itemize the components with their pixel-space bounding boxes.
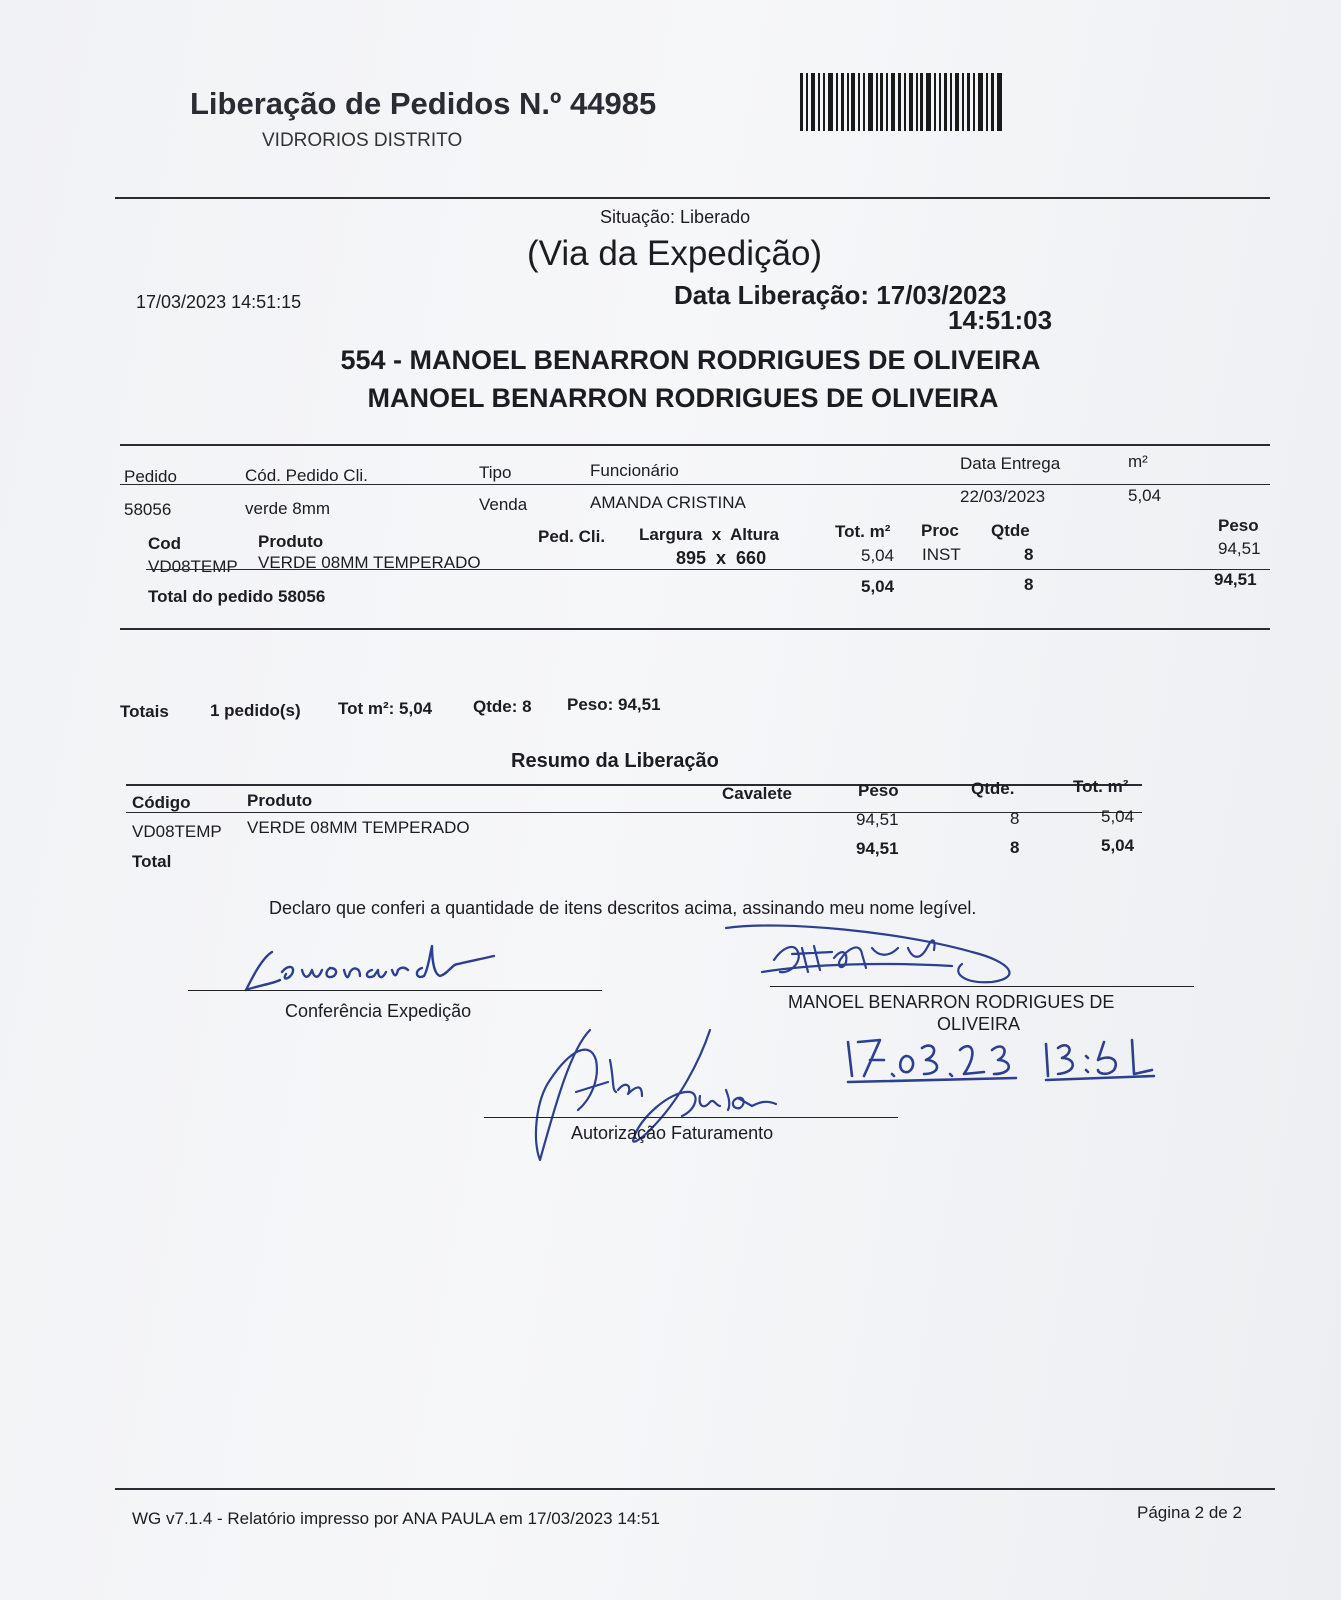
item-cell-produto: VERDE 08MM TEMPERADO xyxy=(258,553,481,572)
item-cell-qtde: 8 xyxy=(1024,545,1034,564)
item-cell-dimensions: 895 x 660 xyxy=(676,548,767,568)
order-total-peso: 94,51 xyxy=(1214,570,1257,589)
order-header-funcionario: Funcionário xyxy=(590,461,679,480)
release-time: 14:51:03 xyxy=(948,305,1053,335)
order-cell-data-entrega: 22/03/2023 xyxy=(960,487,1046,506)
summary-cell-tot-m2: 5,04 xyxy=(1101,807,1135,826)
summary-header-peso: Peso xyxy=(858,781,899,800)
order-table-bottom-rule xyxy=(120,628,1270,630)
client-signature-line xyxy=(770,986,1194,987)
summary-header-qtde: Qtde. xyxy=(971,779,1015,798)
item-header-cod: Cod xyxy=(148,534,182,553)
conferencia-signature-line xyxy=(188,990,602,991)
company-name: VIDRORIOS DISTRITO xyxy=(262,130,463,151)
item-header-dimensions: Largura x Altura xyxy=(639,525,780,544)
via-label: (Via da Expedição) xyxy=(527,234,823,273)
barcode xyxy=(800,73,1002,131)
totals-peso: Peso: 94,51 xyxy=(567,695,661,714)
client-line-1: 554 - MANOEL BENARRON RODRIGUES DE OLIVEIRA xyxy=(340,345,1041,375)
summary-total-qtde: 8 xyxy=(1010,838,1020,857)
footer-divider xyxy=(115,1488,1275,1490)
autorizacao-label: Autorização Faturamento xyxy=(571,1123,774,1143)
totals-label: Totais xyxy=(120,702,169,721)
summary-cell-peso: 94,51 xyxy=(856,810,899,829)
summary-total-label: Total xyxy=(132,852,172,871)
release-date: Data Liberação: 17/03/2023 xyxy=(674,280,1007,310)
print-datetime: 17/03/2023 14:51:15 xyxy=(136,292,302,312)
totals-pedidos: 1 pedido(s) xyxy=(210,701,301,720)
totals-qtde: Qtde: 8 xyxy=(473,697,532,716)
item-header-proc: Proc xyxy=(921,521,959,540)
summary-total-peso: 94,51 xyxy=(856,839,899,858)
signature-leonardo xyxy=(232,940,532,1002)
page-number: Página 2 de 2 xyxy=(1137,1503,1242,1522)
item-cell-proc: INST xyxy=(922,545,961,564)
order-header-pedido: Pedido xyxy=(124,467,177,486)
order-header-cod-pedido-cli: Cód. Pedido Cli. xyxy=(245,466,368,485)
order-cell-pedido: 58056 xyxy=(124,500,172,519)
order-cell-tipo: Venda xyxy=(479,495,528,514)
item-cell-cod: VD08TEMP xyxy=(148,557,238,576)
summary-header-cavalete: Cavalete xyxy=(722,784,792,803)
order-header-tipo: Tipo xyxy=(479,463,512,482)
signature-ana-paula xyxy=(530,1020,810,1170)
order-header-m2: m² xyxy=(1128,452,1148,471)
order-cell-cod-pedido-cli: verde 8mm xyxy=(245,499,331,518)
declaration-text: Declaro que conferi a quantidade de itens descritos acima, assinando meu nome legível. xyxy=(269,898,977,918)
summary-header-tot-m2: Tot. m² xyxy=(1073,777,1129,796)
autorizacao-signature-line xyxy=(484,1117,898,1118)
document-title: Liberação de Pedidos N.º 44985 xyxy=(190,86,657,121)
summary-cell-codigo: VD08TEMP xyxy=(132,822,222,841)
summary-header-codigo: Código xyxy=(132,793,191,812)
client-signature-name-line2: OLIVEIRA xyxy=(937,1014,1021,1034)
item-header-peso: Peso xyxy=(1218,516,1259,535)
item-header-ped-cli: Ped. Cli. xyxy=(538,527,606,546)
order-cell-m2: 5,04 xyxy=(1128,486,1162,505)
header-divider xyxy=(115,197,1270,199)
order-table-header-rule xyxy=(120,484,1270,485)
item-header-qtde: Qtde xyxy=(991,521,1030,540)
order-header-data-entrega: Data Entrega xyxy=(960,454,1061,473)
client-signature-name-line1: MANOEL BENARRON RODRIGUES DE xyxy=(788,992,1115,1012)
summary-cell-qtde: 8 xyxy=(1010,809,1020,828)
item-cell-tot-m2: 5,04 xyxy=(861,546,895,565)
handwritten-date xyxy=(842,1030,1192,1086)
order-total-label: Total do pedido 58056 xyxy=(148,587,326,606)
item-cell-peso: 94,51 xyxy=(1218,539,1261,558)
item-header-produto: Produto xyxy=(258,532,324,551)
order-cell-funcionario: AMANDA CRISTINA xyxy=(590,493,746,512)
summary-cell-produto: VERDE 08MM TEMPERADO xyxy=(247,818,470,837)
status-text: Situação: Liberado xyxy=(600,207,751,227)
summary-header-rule xyxy=(126,812,1142,813)
totals-tot-m2: Tot m²: 5,04 xyxy=(338,699,433,718)
footer-printed-by: WG v7.1.4 - Relatório impresso por ANA PAULA em 17/03/2023 14:51 xyxy=(132,1509,660,1528)
item-total-rule xyxy=(146,569,1270,570)
item-header-tot-m2: Tot. m² xyxy=(835,522,891,541)
order-table-top-rule xyxy=(120,444,1270,446)
conferencia-label: Conferência Expedição xyxy=(285,1001,472,1021)
summary-total-tot-m2: 5,04 xyxy=(1101,836,1135,855)
order-total-qtde: 8 xyxy=(1024,575,1034,594)
summary-header-produto: Produto xyxy=(247,791,313,810)
client-line-2: MANOEL BENARRON RODRIGUES DE OLIVEIRA xyxy=(367,383,999,413)
summary-title: Resumo da Liberação xyxy=(511,750,719,772)
order-total-m2: 5,04 xyxy=(861,577,895,596)
